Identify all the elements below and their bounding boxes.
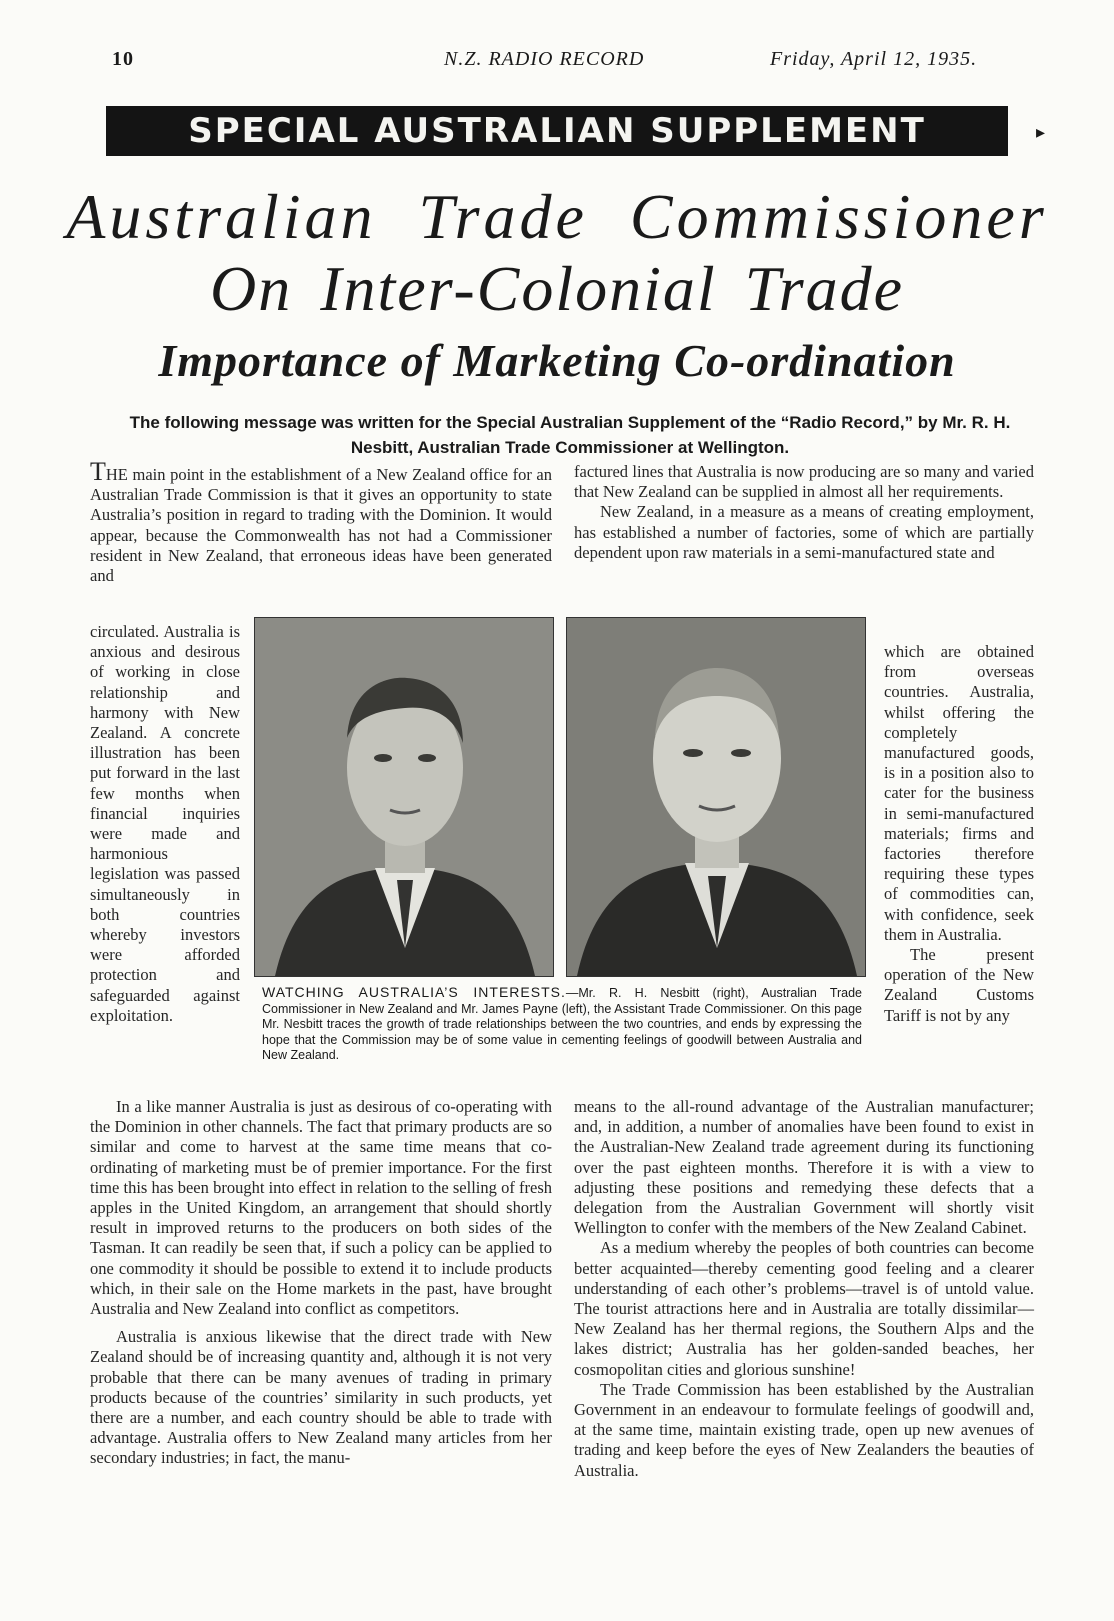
running-header [0,48,1114,78]
paragraph: The Trade Commission has been established by the Australian Government in an endeavour to formulate feelings of goodwill and, at the same time, maintain existing trade, open up new avenues of trading and keep before the eyes of New Zealanders the beauties of Australia. [574,1379,1034,1480]
portrait-icon [567,618,865,976]
headline-line-1: Australian Trade Commissioner [66,181,1048,252]
drop-cap: T [90,457,106,486]
photo-r-h-nesbitt [566,617,866,977]
publication-date: Friday, April 12, 1935. [770,48,978,70]
paragraph: New Zealand, in a measure as a means of creating employment, has established a number of factories, some of which are partially dependent upon raw materials in a semi-manufactured state and [574,502,1034,562]
margin-mark-icon: ▸ [1036,122,1046,142]
photo-james-payne [254,617,554,977]
paragraph: HE main point in the establishment of a New Zealand office for an Australian Trade Commission is that it gives an opportunity to state Australia’s position in regard to trading with the Dominion. It would appear, because the Commonwealth has not had a Commissioner resident in New Zealand, that erroneous ideas have been generated and [90,465,552,586]
publication-name: N.Z. RADIO RECORD [444,48,645,70]
headline-line-2: On Inter-Colonial Trade [209,253,905,324]
column-1-top [90,457,552,586]
paragraph: factured lines that Australia is now producing are so many and varied that New Zealand can be supplied in almost all her requirements. [574,462,1034,502]
column-2-top [574,462,1034,563]
paragraph: which are obtained from overseas countries. Australia, whilst offering the completely manufactured goods, is in a position also to cater for the business in semi-manufactured materials; firms and factories therefore requiring these types of commodities can, with confidence, seek them in Australia. [884,642,1034,944]
paragraph: In a like manner Australia is just as desirous of co-operating with the Dominion in other channels. The fact that primary products are so similar and come to harvest at the same time means that co-ordinating of marketing must be of premier importance. For the first time this has been brought into effect in relation to the selling of fresh apples in the United Kingdom, an arrangement that should shortly result in improved returns to the producers on both sides of the Tasman. It can readily be seen that, if such a policy can be applied to one commodity it should be possible to extend it to include products which, in their sale on the Home markets in the past, have brought Australia and New Zealand into conflict as competitors. [90,1097,552,1319]
intro-note: The following message was written for the Special Australian Supplement of the “Radio Record,” by Mr. R. H. Nesbitt, Australian Trade Commissioner at Wellington. [129,413,1011,457]
portrait-icon [255,618,553,976]
paragraph: Australia is anxious likewise that the direct trade with New Zealand should be of increasing quantity and, although it is not very probable that there can be many avenues of trading in primary products because of the countries’ similarity in such products, yet there are a number, and each country should be able to trade with advantage. Australia offers to New Zealand many articles from her secondary industries; in fact, the manu- [90,1327,552,1468]
column-1-bottom [90,1097,552,1469]
column-2-side [884,642,1034,1026]
paragraph: means to the all-round advantage of the Australian manufacturer; and, in addition, a number of anomalies have been found to exist in the Australian-New Zealand trade agreement during its functioning over the past eighteen months. Therefore it is with a view to adjusting these positions and remedying these defects that a delegation from the Australian Government will shortly visit Wellington to confer with the members of the New Zealand Cabinet. [574,1097,1034,1238]
column-2-bottom [574,1097,1034,1481]
caption-text: —Mr. R. H. Nesbitt (right), Australian Trade Commissioner in New Zealand and Mr. James Payne (left), the Assistant Trade Commissioner. On this page Mr. Nesbitt traces the growth of trade relationships between the two countries, and ends by expressing the hope that the Commission may be of some value in cementing feelings of goodwill between Australia and New Zealand. [262,986,863,1062]
subheadline: Importance of Marketing Co-ordination [158,335,956,386]
page-number: 10 [112,48,134,70]
paragraph: circulated. Australia is anxious and desirous of working in close relationship and harmony with New Zealand. A concrete illustration has been put forward in the last few months when financial inquiries were made and harmonious legislation was passed simultaneously in both countries whereby investors were afforded protection and safeguarded against exploitation. [90,622,240,1025]
caption-title: WATCHING AUSTRALIA’S INTERESTS. [262,984,566,1000]
paragraph: As a medium whereby the peoples of both countries can become better acquainted—thereby cementing good feeling and a clearer understanding of each other’s problems—travel is of untold value. The tourist attractions here and in Australia are totally dissimilar—New Zealand has her thermal regions, the Southern Alps and the lakes district; Australia has her golden-sanded beaches, her cosmopolitan cities and glorious sunshine! [574,1238,1034,1379]
photo-caption [262,985,862,1064]
supplement-banner: SPECIAL AUSTRALIAN SUPPLEMENT [106,106,1008,156]
paragraph: The present operation of the New Zealand Customs Tariff is not by any [884,945,1034,1025]
column-1-side [90,622,240,1026]
